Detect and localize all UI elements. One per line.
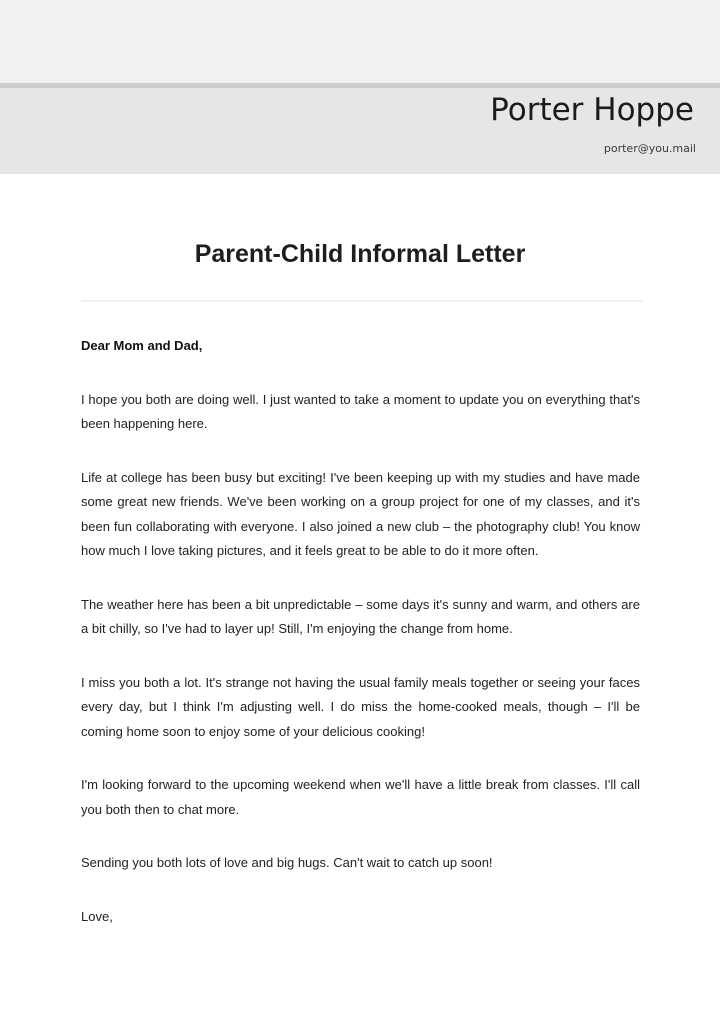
title-divider	[81, 300, 643, 302]
paragraph: I'm looking forward to the upcoming weekend when we'll have a little break from classes. I'll call you both then to chat more.	[81, 777, 640, 817]
salutation: Dear Mom and Dad,	[81, 338, 203, 353]
letter-body	[81, 334, 640, 929]
paragraph: Life at college has been busy but exciting! I've been keeping up with my studies and have made some great new friends. We've been working on a group project for one of my classes, and it's been fun collaborating with everyone. I also joined a new club – the photography club! You know how much I love taking pictures, and it feels great to be able to do it more often.	[81, 469, 640, 558]
sender-email: porter@you.mail	[603, 142, 696, 155]
paragraph: The weather here has been a bit unpredictable – some days it's sunny and warm, and others are a bit chilly, so I've had to layer up! Still, I'm enjoying the change from home.	[81, 596, 640, 636]
sender-name: Porter Hoppe	[490, 92, 694, 128]
document-title: Parent-Child Informal Letter	[194, 240, 526, 268]
closing: Love,	[81, 908, 113, 924]
paragraph: Sending you both lots of love and big hugs. Can't wait to catch up soon!	[81, 855, 493, 870]
top-band	[0, 0, 720, 84]
paragraph: I miss you both a lot. It's strange not having the usual family meals together or seeing your faces every day, but I think I'm adjusting well. I do miss the home-cooked meals, though – I'll be coming home soon to enjoy some of your delicious cooking!	[81, 674, 640, 739]
paragraph: I hope you both are doing well. I just wanted to take a moment to update you on everything that's been happening here.	[81, 391, 640, 431]
